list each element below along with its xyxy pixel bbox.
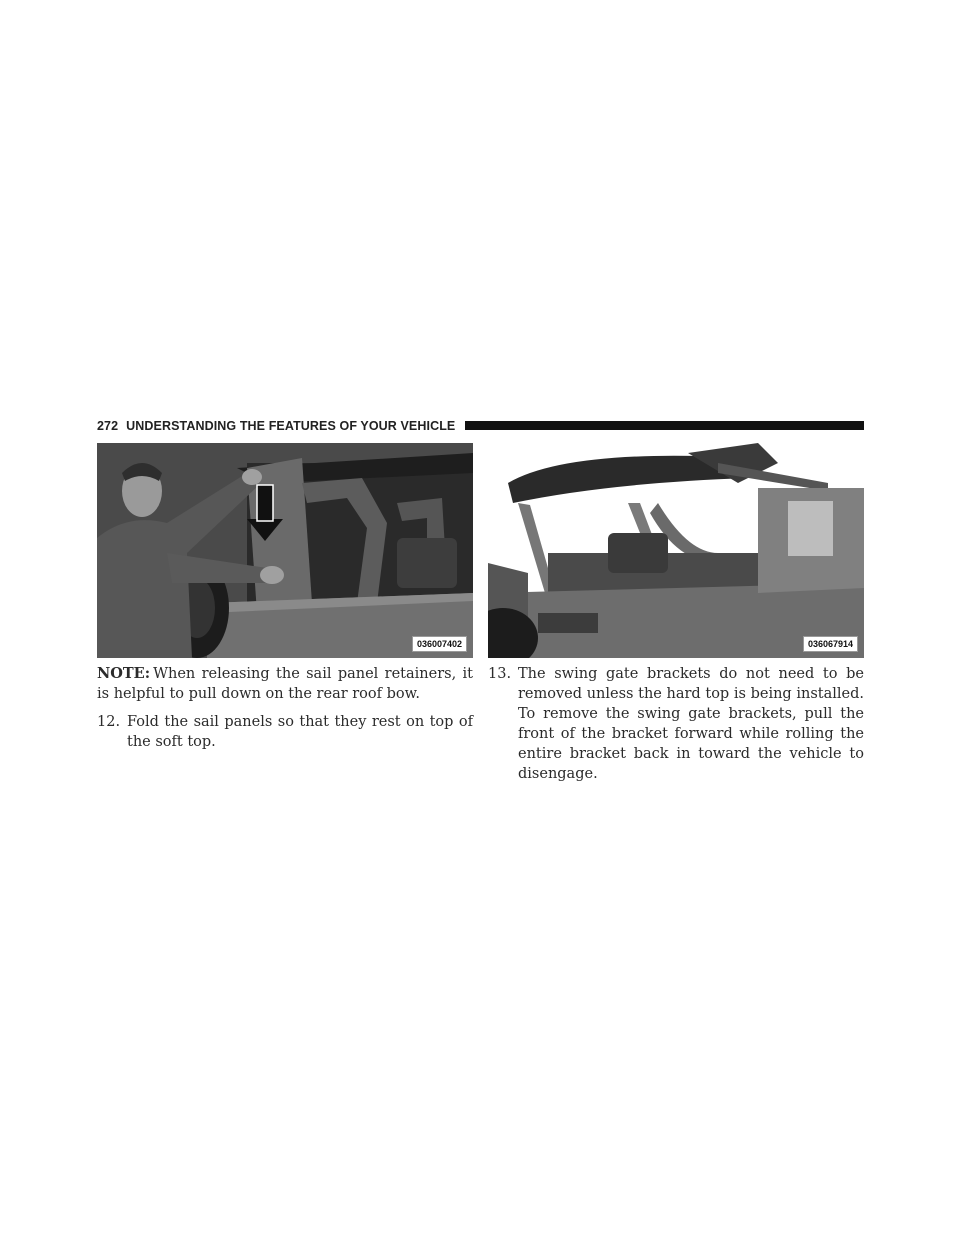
page-header bbox=[97, 418, 864, 434]
down-arrow-icon bbox=[97, 443, 473, 658]
page-number: 272 bbox=[97, 419, 119, 433]
figure-sail-panel-release bbox=[97, 443, 473, 658]
note-paragraph bbox=[97, 664, 473, 704]
note-label: NOTE: bbox=[97, 665, 151, 682]
step-number: 13. bbox=[488, 666, 512, 682]
header-rule bbox=[465, 421, 864, 430]
figure-swing-gate-brackets bbox=[488, 443, 864, 658]
step-number: 12. bbox=[97, 714, 121, 730]
header-text bbox=[97, 418, 455, 434]
left-column bbox=[97, 664, 473, 752]
step-12 bbox=[97, 712, 473, 752]
step-text: Fold the sail panels so that they rest on top of the soft top. bbox=[127, 714, 473, 750]
right-column bbox=[488, 664, 864, 784]
step-text: The swing gate brackets do not need to be removed unless the hard top is being installed. To remove the swing gate brackets, pull the front of the bracket forward while rolling the entire bracket back in toward the vehicle to disengage. bbox=[518, 666, 864, 782]
step-13 bbox=[488, 664, 864, 784]
figure-code: 036067914 bbox=[803, 636, 858, 652]
section-title: UNDERSTANDING THE FEATURES OF YOUR VEHICLE bbox=[126, 419, 456, 433]
figure-code: 036007402 bbox=[412, 636, 467, 652]
roll-bar-illustration bbox=[488, 443, 864, 658]
note-text: When releasing the sail panel retainers, it is helpful to pull down on the rear roof bow. bbox=[97, 666, 473, 702]
